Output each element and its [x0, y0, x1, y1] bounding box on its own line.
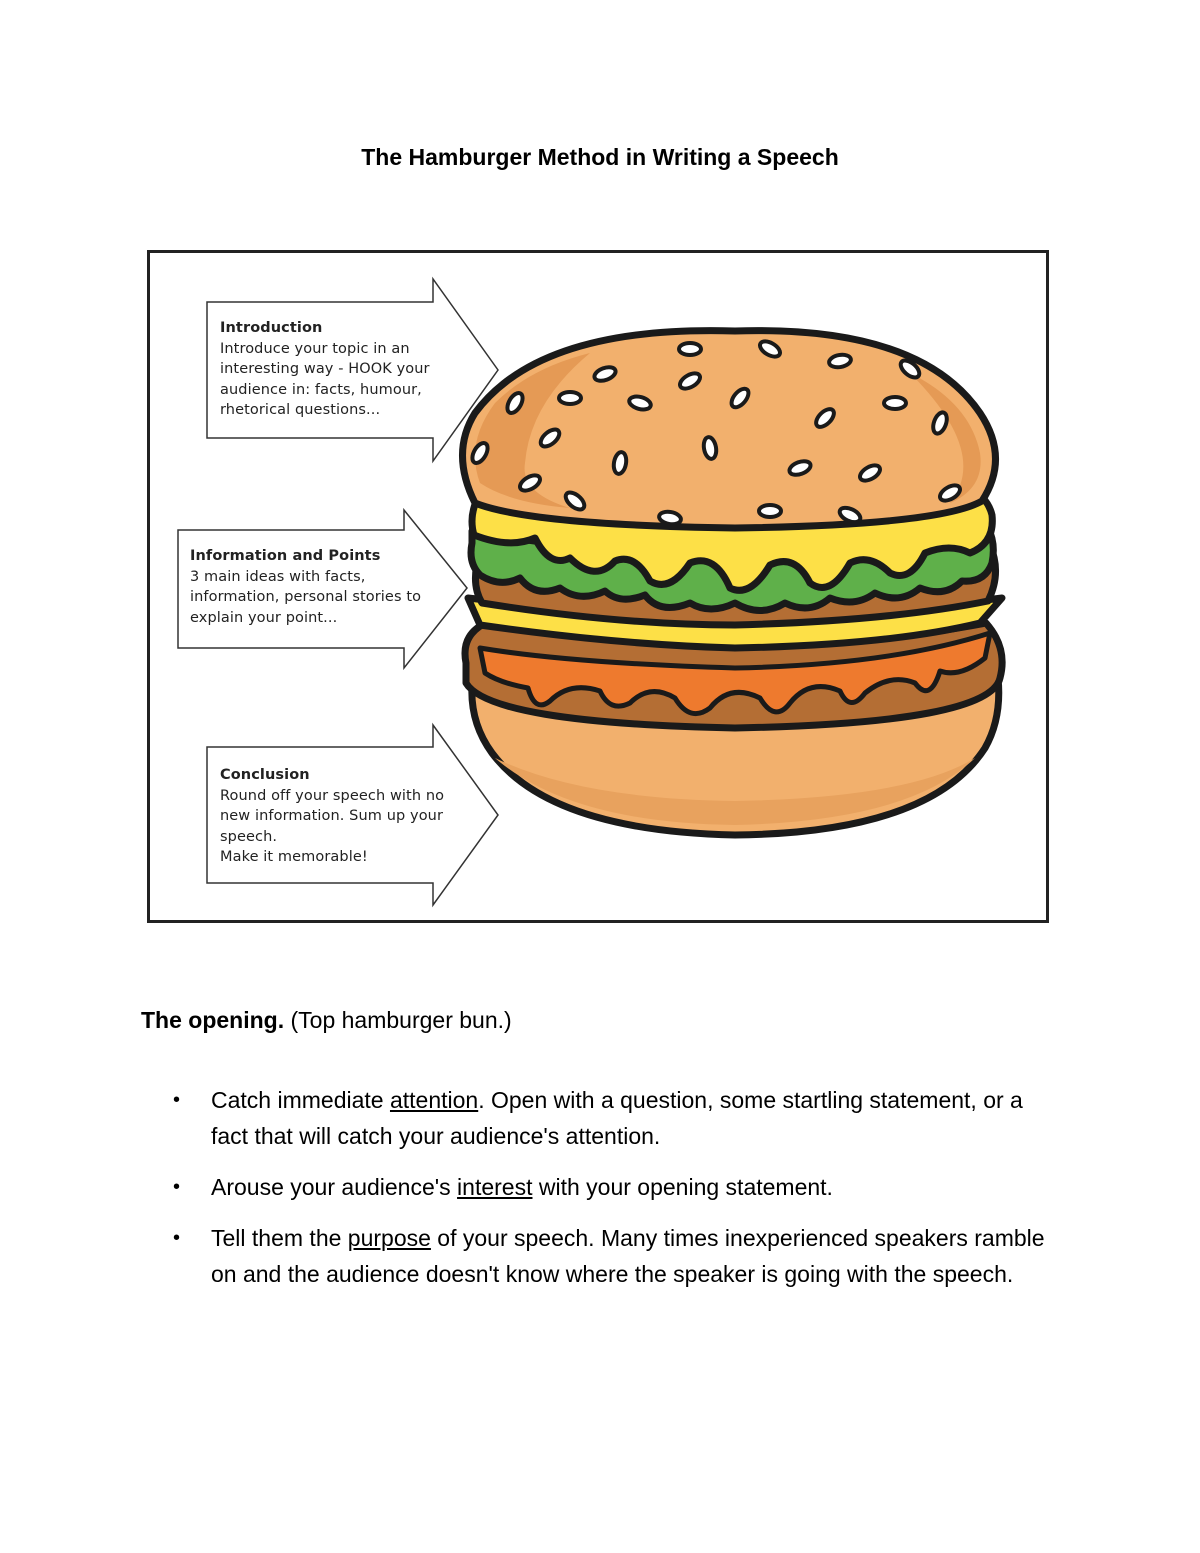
underlined-term: purpose — [347, 1225, 431, 1251]
section-heading-rest: (Top hamburger bun.) — [284, 1007, 512, 1033]
callout-heading: Conclusion — [220, 767, 310, 783]
opening-points-list — [141, 1082, 1061, 1307]
callout-heading: Introduction — [220, 320, 323, 336]
bullet-icon: • — [173, 1176, 181, 1198]
page-title: The Hamburger Method in Writing a Speech — [361, 144, 839, 170]
list-item: • Tell them the purpose of your speech. Many times inexperienced speakers ramble on and the audience doesn't know where the speaker is going with the speech. — [141, 1220, 1061, 1292]
section-heading — [141, 1007, 512, 1034]
section-heading-bold: The opening. — [141, 1007, 285, 1033]
underlined-term: attention — [389, 1087, 479, 1113]
bullet-icon: • — [173, 1089, 181, 1111]
callout-introduction — [220, 318, 445, 421]
callout-heading: Information and Points — [190, 548, 381, 564]
bullet-icon: • — [173, 1227, 181, 1249]
list-item: • Arouse your audience's interest with your opening statement. — [141, 1169, 1061, 1205]
callout-conclusion — [220, 765, 445, 868]
callout-body: 3 main ideas with facts, information, personal stories to explain your point... — [190, 568, 422, 626]
callout-information — [190, 546, 430, 628]
underlined-term: interest — [457, 1174, 533, 1200]
callout-body: Round off your speech with no new information. Sum up your speech. Make it memorable! — [220, 787, 445, 865]
callout-body: Introduce your topic in an interesting way - HOOK your audience in: facts, humour, rhetorical questions... — [220, 340, 430, 418]
list-item: • Catch immediate attention. Open with a question, some startling statement, or a fact that will catch your audience's attention. — [141, 1082, 1061, 1154]
hamburger-figure — [147, 250, 1049, 923]
